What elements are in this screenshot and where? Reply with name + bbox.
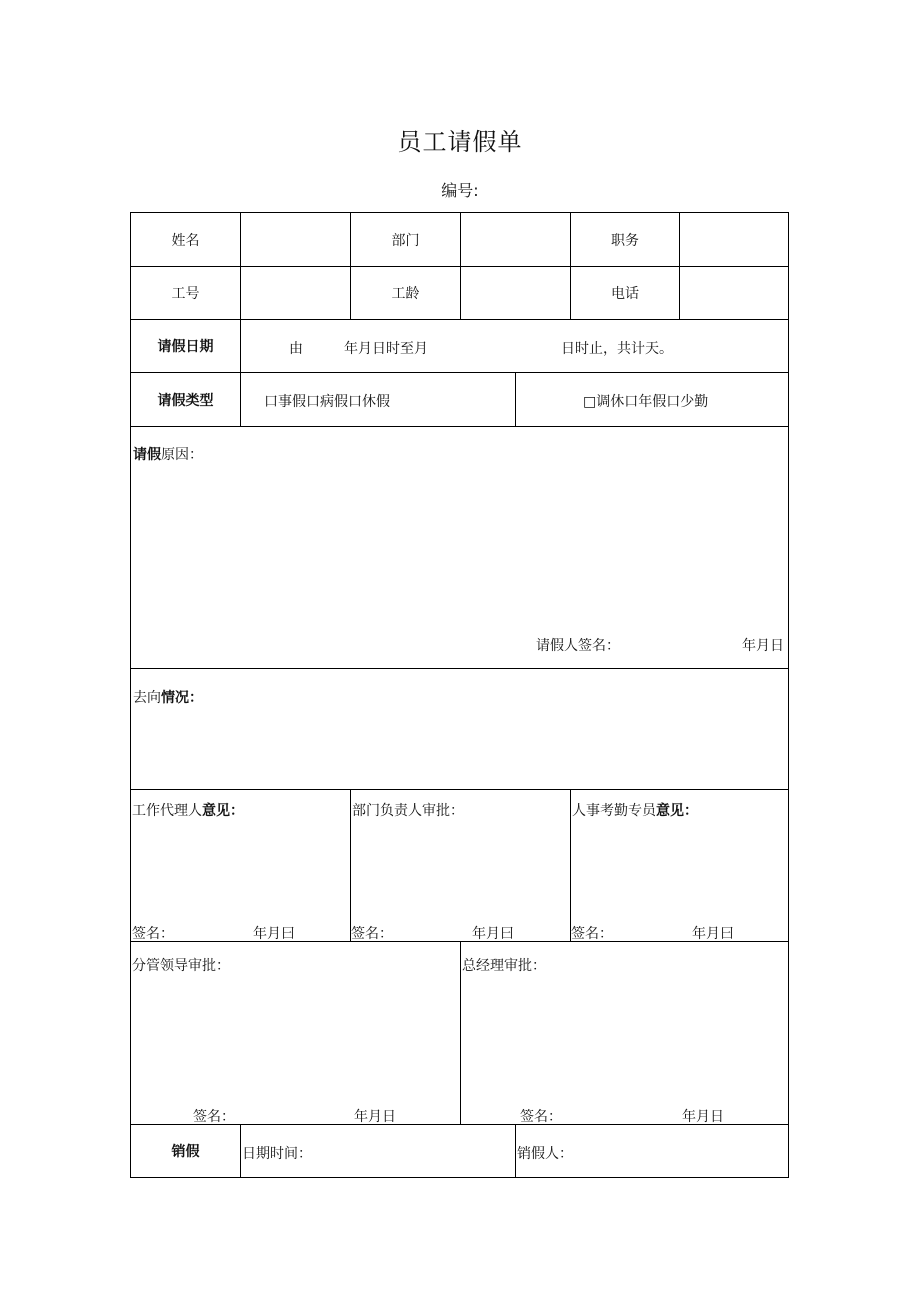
agent-opinion-label: [132, 800, 244, 820]
whereabouts-label-bold: 情况：: [161, 690, 203, 706]
col-divider: [240, 372, 241, 426]
dept-head-sign-date: 年月曰: [472, 926, 514, 942]
agent-opinion-label-plain: 工作代理人: [132, 803, 202, 819]
leave-date-part1[interactable]: 年月日时至月: [344, 341, 428, 357]
cancel-person-label[interactable]: 销假人：: [517, 1146, 573, 1162]
row-divider: [131, 668, 788, 669]
row-divider: [131, 789, 788, 790]
col-divider: [515, 1124, 516, 1177]
leave-date-part2[interactable]: 日时止，共计天。: [561, 341, 673, 357]
leave-reason-label-rest: 原因：: [161, 447, 203, 463]
serial-number-label: 编号:: [441, 181, 479, 200]
leave-reason-field[interactable]: [131, 465, 788, 625]
whereabouts-field[interactable]: [131, 709, 788, 787]
hr-opinion-label-bold: 意见：: [656, 803, 698, 819]
dept-head-approval-field[interactable]: [351, 823, 569, 918]
phone-label: 电话: [611, 286, 639, 302]
leader-approval-label: 分管领导审批：: [132, 958, 230, 974]
leave-reason-label-bold: 请假: [133, 447, 161, 463]
whereabouts-label-plain: 去向: [133, 690, 161, 706]
whereabouts-label: [133, 687, 203, 707]
col-divider: [515, 372, 516, 426]
agent-sign-date: 年月曰: [253, 926, 295, 942]
position-label: 职务: [611, 232, 639, 249]
phone-field[interactable]: [680, 267, 788, 319]
dept-head-sign-label: 签名：: [351, 926, 393, 942]
dept-head-approval-label: 部门负责人审批：: [352, 803, 464, 819]
department-field[interactable]: [461, 213, 570, 266]
employee-id-field[interactable]: [241, 267, 350, 319]
hr-opinion-label-plain: 人事考勤专员: [572, 803, 656, 819]
position-field[interactable]: [680, 213, 788, 266]
form-title: 员工请假单: [397, 128, 523, 156]
leader-sign-date: 年月日: [354, 1109, 396, 1125]
hr-opinion-field[interactable]: [571, 823, 788, 918]
leader-sign-label: 签名：: [193, 1109, 235, 1125]
gm-sign-date: 年月日: [682, 1109, 724, 1125]
agent-opinion-field[interactable]: [131, 823, 349, 918]
leave-type-options-left[interactable]: 口事假口病假口休假: [264, 394, 390, 410]
leave-date-label: 请假日期: [157, 339, 214, 355]
name-field[interactable]: [241, 213, 350, 266]
employee-id-label: 工号: [171, 286, 200, 302]
cancel-datetime-label[interactable]: 日期时间：: [242, 1146, 312, 1162]
hr-opinion-label: [572, 800, 698, 820]
seniority-label: 工龄: [391, 286, 420, 302]
applicant-signature-label: 请假人签名：: [536, 638, 620, 654]
department-label: 部门: [391, 232, 420, 249]
leave-reason-label: [133, 444, 203, 464]
name-label: 姓名: [171, 232, 200, 249]
leave-type-label: 请假类型: [157, 392, 214, 409]
gm-sign-label: 签名：: [520, 1109, 562, 1125]
row-divider: [131, 426, 788, 427]
leave-form-table: [130, 212, 789, 1178]
leader-approval-field[interactable]: [131, 978, 459, 1098]
col-divider: [240, 319, 241, 372]
agent-opinion-label-bold: 意见：: [202, 803, 244, 819]
hr-sign-date: 年月曰: [692, 926, 734, 942]
agent-sign-label: 签名：: [132, 926, 174, 942]
col-divider: [240, 1124, 241, 1177]
leave-date-from: 由: [289, 341, 303, 357]
seniority-field[interactable]: [461, 267, 570, 319]
hr-sign-label: 签名：: [571, 926, 613, 942]
leave-type-options-right[interactable]: □调休口年假口少勤: [583, 394, 709, 410]
gm-approval-field[interactable]: [461, 978, 788, 1098]
applicant-signature-date: 年月日: [742, 638, 784, 654]
cancel-leave-label: 销假: [171, 1144, 200, 1160]
gm-approval-label: 总经理审批：: [462, 958, 546, 974]
